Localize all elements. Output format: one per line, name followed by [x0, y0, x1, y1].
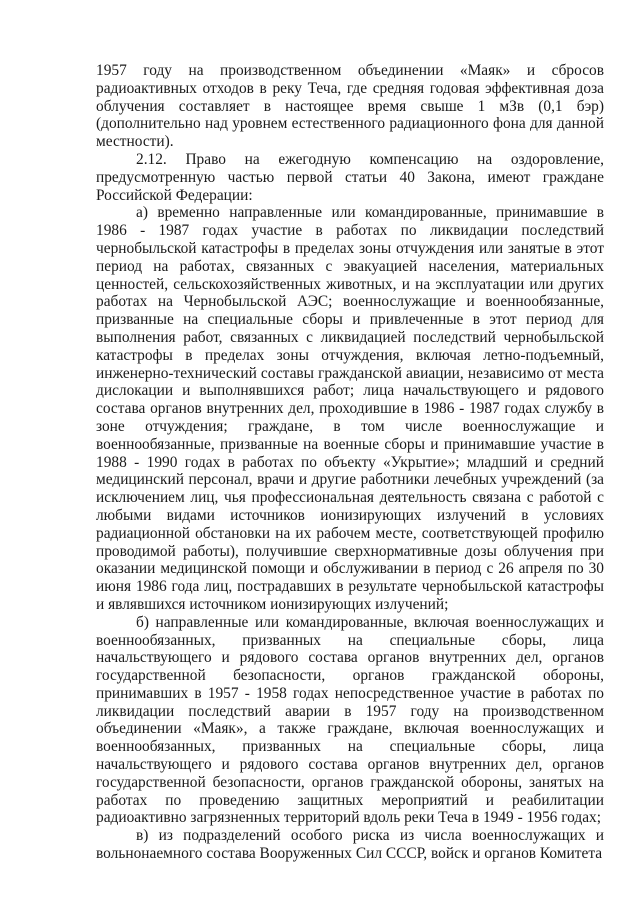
paragraph-clause-2-12: 2.12. Право на ежегодную компенсацию на оздоровление, предусмотренную частью первой статьи 40 Закона, имеют граждане Российской Федерации: — [96, 150, 604, 204]
paragraph-subclause-a: а) временно направленные или командированные, принимавшие в 1986 - 1987 годах участие в работах по ликвидации последствий чернобыльской катастрофы в пределах зоны отчуждения или занятые в этот период на работах, связанных с эвакуацией населения, материальных ценностей, сельскохозяйственных животных, и на эксплуатации или других работах на Чернобыльской АЭС; военнослужащие и военнообязанные, призванные на специальные сборы и привлеченные в этот период для выполнения работ, связанных с ликвидацией последствий чернобыльской катастрофы в пределах зоны отчуждения, включая летно-подъемный, инженерно-технический составы гражданской авиации, независимо от места дислокации и выполнявшихся работ; лица начальствующего и рядового состава органов внутренних дел, проходившие в 1986 - 1987 годах службу в зоне отчуждения; граждане, в том числе военнослужащие и военнообязанные, призванные на военные сборы и принимавшие участие в 1988 - 1990 годах в работах по объекту «Укрытие»; младший и средний медицинский персонал, врачи и другие работники лечебных учреждений (за исключением лиц, чья профессиональная деятельность связана с работой с любыми видами источников ионизирующих излучений в условиях радиационной обстановки на их рабочем месте, соответствующей профилю проводимой работы), получившие сверхнормативные дозы облучения при оказании медицинской помощи и обслуживании в период с 26 апреля по 30 июня 1986 года лиц, пострадавших в результате чернобыльской катастрофы и являвшихся источником ионизирующих излучений; — [96, 204, 604, 613]
paragraph-subclause-v: в) из подразделений особого риска из числа военнослужащих и вольнонаемного состава Вооруженных Сил СССР, войск и органов Комитета — [96, 827, 604, 863]
paragraph-subclause-b: б) направленные или командированные, включая военнослужащих и военнообязанных, призванных на специальные сборы, лица начальствующего и рядового состава органов внутренних дел, органов государственной безопасности, органов гражданской обороны, принимавших в 1957 - 1958 годах непосредственное участие в работах по ликвидации последствий аварии в 1957 году на производственном объединении «Маяк», а также граждане, включая военнослужащих и военнообязанных, призванных на специальные сборы, лица начальствующего и рядового состава органов внутренних дел, органов государственной безопасности, органов гражданской обороны, занятых на работах по проведению защитных мероприятий и реабилитации радиоактивно загрязненных территорий вдоль реки Теча в 1949 - 1956 годах; — [96, 613, 604, 827]
paragraph-continuation: 1957 году на производственном объединении «Маяк» и сбросов радиоактивных отходов в реку Теча, где средняя годовая эффективная доза облучения составляет в настоящее время свыше 1 мЗв (0,1 бэр) (дополнительно над уровнем естественного радиационного фона для данной местности). — [96, 62, 604, 151]
